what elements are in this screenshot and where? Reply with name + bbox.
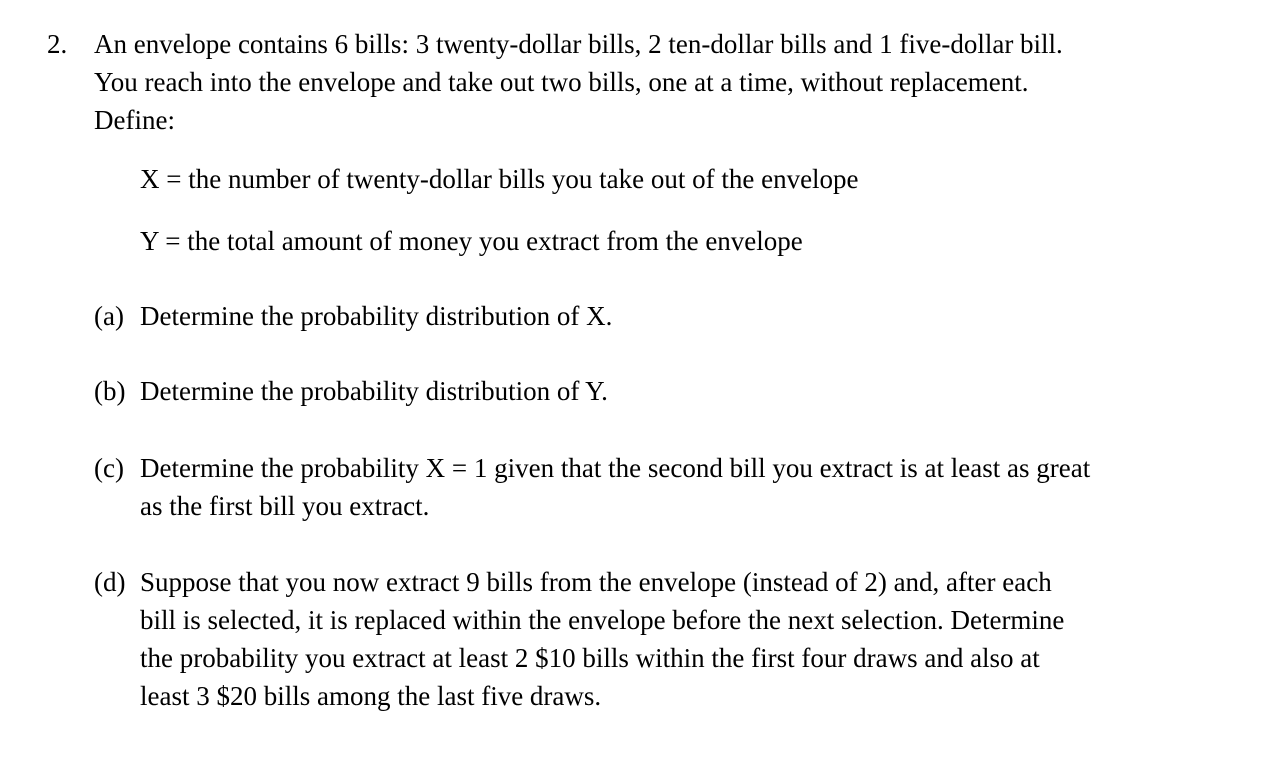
part-line: Suppose that you now extract 9 bills from the envelope (instead of 2) and, after each bbox=[140, 567, 1052, 597]
problem-number: 2. bbox=[47, 29, 68, 59]
part-a bbox=[94, 297, 1244, 335]
part-body bbox=[140, 563, 1244, 715]
intro-line: Define: bbox=[94, 105, 175, 135]
part-c bbox=[94, 449, 1244, 525]
definition-y: Y = the total amount of money you extract from the envelope bbox=[140, 226, 803, 256]
definition-x: X = the number of twenty-dollar bills you take out of the envelope bbox=[140, 164, 859, 194]
intro-line: An envelope contains 6 bills: 3 twenty-dollar bills, 2 ten-dollar bills and 1 five-dollar bill. bbox=[94, 29, 1063, 59]
part-label: (a) bbox=[94, 301, 124, 331]
intro-line: You reach into the envelope and take out two bills, one at a time, without replacement. bbox=[94, 67, 1029, 97]
part-line: Determine the probability X = 1 given that the second bill you extract is at least as great bbox=[140, 453, 1091, 483]
part-body bbox=[140, 372, 1244, 410]
part-d bbox=[94, 563, 1244, 715]
part-line: bill is selected, it is replaced within the envelope before the next selection. Determine bbox=[140, 605, 1065, 635]
part-label: (c) bbox=[94, 453, 124, 483]
part-body bbox=[140, 297, 1244, 335]
part-line: as the first bill you extract. bbox=[140, 491, 430, 521]
part-line: Determine the probability distribution of Y. bbox=[140, 376, 608, 406]
part-body bbox=[140, 449, 1244, 525]
problem-intro bbox=[94, 25, 1244, 139]
part-label: (b) bbox=[94, 376, 126, 406]
part-label: (d) bbox=[94, 567, 126, 597]
part-line: Determine the probability distribution of X. bbox=[140, 301, 613, 331]
part-line: the probability you extract at least 2 $10 bills within the first four draws and also at bbox=[140, 643, 1040, 673]
part-b bbox=[94, 372, 1244, 410]
part-line: least 3 $20 bills among the last five draws. bbox=[140, 681, 602, 711]
